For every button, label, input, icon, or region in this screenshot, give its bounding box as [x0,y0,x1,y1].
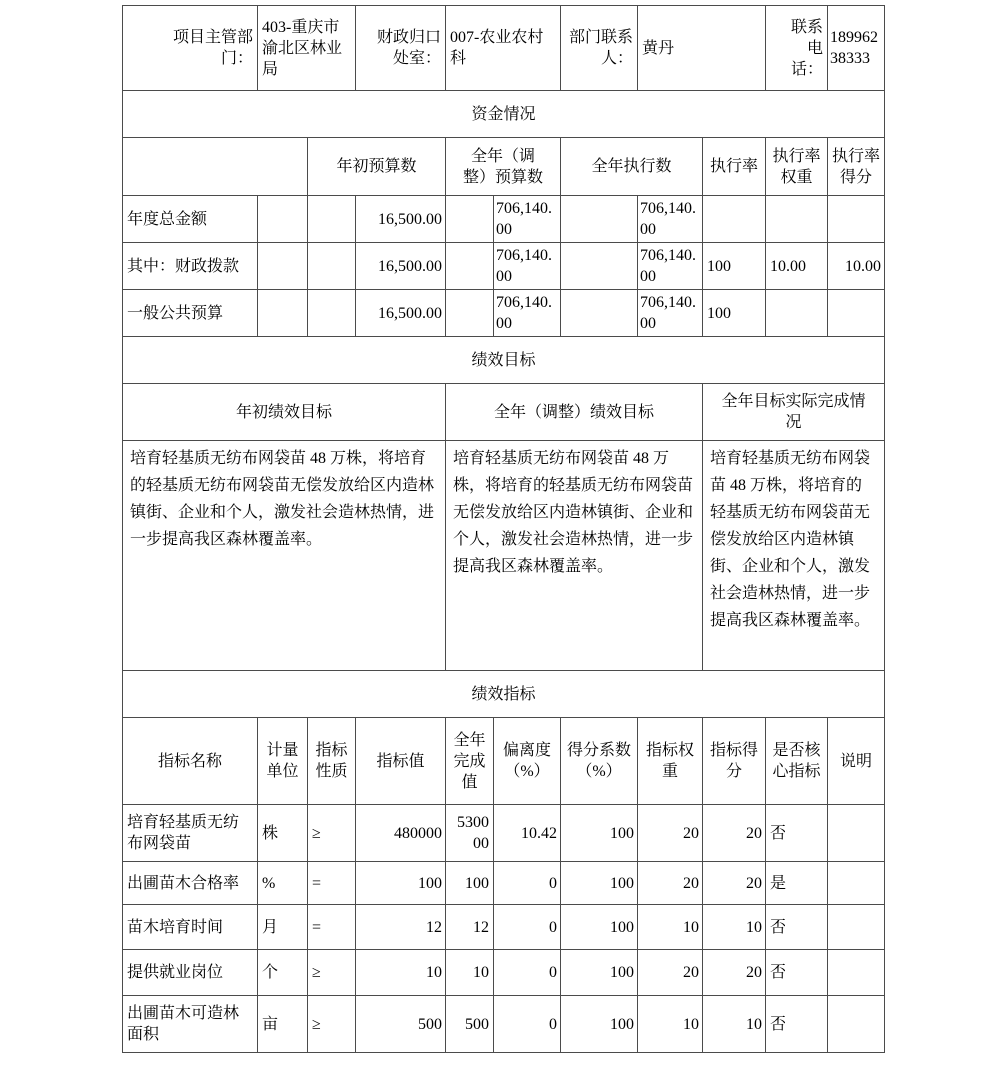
indicator-unit: 株 [258,805,308,862]
empty-cell [123,138,308,196]
funding-section-title: 资金情况 [123,91,885,138]
phone-label-cell [766,6,828,91]
indicator-note [828,905,885,950]
indicator-col-unit: 计量单位 [258,718,308,805]
dept-label: 项目主管部门： [173,29,254,67]
indicator-target: 500 [356,996,446,1053]
funding-row-label: 其中：财政拨款 [123,243,258,290]
funding-weight-value [766,290,828,337]
indicator-score: 20 [703,805,766,862]
funding-col-adjusted [446,138,561,196]
funding-col-rate: 执行率 [703,138,766,196]
funding-score-value: 10.00 [828,243,885,290]
dept-value: 403-重庆市渝北区林业局 [258,6,356,91]
indicator-target: 480000 [356,805,446,862]
indicator-weight: 10 [638,996,703,1053]
indicator-coefficient: 100 [561,805,638,862]
indicator-core: 是 [766,862,828,905]
funding-row-fiscal [123,243,885,290]
indicator-weight: 20 [638,950,703,996]
contact-label: 部门联系人： [569,29,634,67]
indicator-note [828,805,885,862]
funding-rate-value: 100 [703,243,766,290]
indicator-core: 否 [766,950,828,996]
indicator-name: 提供就业岗位 [123,950,258,996]
goals-initial-text: 培育轻基质无纺布网袋苗 48 万株，将培育的轻基质无纺布网袋苗无偿发放给区内造林镇街、企业和个人，激发社会造林热情，进一步提高我区森林覆盖率。 [123,441,446,671]
indicator-deviation: 0 [494,862,561,905]
indicator-target: 10 [356,950,446,996]
indicator-coefficient: 100 [561,950,638,996]
indicator-note [828,950,885,996]
empty-cell [561,196,638,243]
performance-report-table [122,5,885,1053]
empty-cell [308,290,356,337]
funding-score-value [828,196,885,243]
indicator-nature: ≥ [308,805,356,862]
indicators-section-title: 绩效指标 [123,671,885,718]
indicator-col-score: 指标得分 [703,718,766,805]
funding-initial-value: 16,500.00 [356,243,446,290]
indicator-name: 苗木培育时间 [123,905,258,950]
funding-adjusted-value: 706,140.00 [494,243,561,290]
indicator-col-target: 指标值 [356,718,446,805]
indicator-actual: 12 [446,905,494,950]
funding-row-total [123,196,885,243]
funding-adjusted-value: 706,140.00 [494,290,561,337]
goals-col-actual [703,384,885,441]
info-row [123,6,885,91]
indicator-nature: = [308,862,356,905]
indicator-weight: 20 [638,862,703,905]
goals-banner-row [123,337,885,384]
empty-cell [446,196,494,243]
indicator-col-name: 指标名称 [123,718,258,805]
empty-cell [258,243,308,290]
indicator-core: 否 [766,905,828,950]
office-label-cell [356,6,446,91]
empty-cell [446,290,494,337]
indicator-unit: % [258,862,308,905]
indicator-score: 20 [703,862,766,905]
funding-col-score: 执行率得分 [828,138,885,196]
indicator-deviation: 0 [494,905,561,950]
indicator-weight: 10 [638,905,703,950]
contact-label-cell [561,6,638,91]
indicator-coefficient: 100 [561,905,638,950]
indicator-col-note: 说明 [828,718,885,805]
funding-row-label: 年度总金额 [123,196,258,243]
indicator-col-nature: 指标性质 [308,718,356,805]
goals-actual-text: 培育轻基质无纺布网袋苗 48 万株，将培育的轻基质无纺布网袋苗无偿发放给区内造林镇街、企业和个人，激发社会造林热情，进一步提高我区森林覆盖率。 [703,441,885,671]
indicator-row [123,996,885,1053]
funding-weight-value [766,196,828,243]
indicator-deviation: 0 [494,996,561,1053]
goals-col-actual-text: 全年目标实际完成情况 [721,393,866,431]
funding-col-executed: 全年执行数 [561,138,703,196]
empty-cell [561,290,638,337]
indicator-score: 10 [703,905,766,950]
indicator-unit: 个 [258,950,308,996]
office-label: 财政归口处室： [377,29,442,67]
empty-cell [258,290,308,337]
funding-row-public-budget [123,290,885,337]
funding-weight-value: 10.00 [766,243,828,290]
empty-cell [446,243,494,290]
indicator-row [123,905,885,950]
indicator-col-actual: 全年完成值 [446,718,494,805]
phone-label: 联系电话： [791,18,824,78]
funding-col-initial: 年初预算数 [308,138,446,196]
indicator-col-weight: 指标权重 [638,718,703,805]
indicators-banner-row [123,671,885,718]
indicator-note [828,862,885,905]
goals-body-row [123,441,885,671]
goals-header-row [123,384,885,441]
phone-value: 18996238333 [828,6,885,91]
funding-banner-row [123,91,885,138]
office-value: 007-农业农村科 [446,6,561,91]
contact-value: 黄丹 [638,6,766,91]
empty-cell [258,196,308,243]
indicator-actual: 100 [446,862,494,905]
indicator-row [123,862,885,905]
dept-label-cell [123,6,258,91]
indicator-core: 否 [766,805,828,862]
funding-adjusted-value: 706,140.00 [494,196,561,243]
indicator-col-deviation: 偏离度（%） [494,718,561,805]
funding-rate-value: 100 [703,290,766,337]
indicator-name: 培育轻基质无纺布网袋苗 [123,805,258,862]
funding-rate-value [703,196,766,243]
empty-cell [561,243,638,290]
indicator-name: 出圃苗木合格率 [123,862,258,905]
indicator-name: 出圃苗木可造林面积 [123,996,258,1053]
indicator-coefficient: 100 [561,996,638,1053]
funding-initial-value: 16,500.00 [356,196,446,243]
indicator-nature: ≥ [308,996,356,1053]
funding-executed-value: 706,140.00 [638,243,703,290]
indicator-target: 12 [356,905,446,950]
funding-header-row [123,138,885,196]
indicator-target: 100 [356,862,446,905]
funding-executed-value: 706,140.00 [638,196,703,243]
empty-cell [308,196,356,243]
indicator-col-coefficient: 得分系数（%） [561,718,638,805]
indicator-core: 否 [766,996,828,1053]
indicator-row [123,950,885,996]
indicator-weight: 20 [638,805,703,862]
indicator-actual: 530000 [446,805,494,862]
indicator-unit: 月 [258,905,308,950]
indicator-unit: 亩 [258,996,308,1053]
funding-executed-value: 706,140.00 [638,290,703,337]
indicator-row [123,805,885,862]
indicator-deviation: 0 [494,950,561,996]
indicator-nature: ≥ [308,950,356,996]
funding-col-adjusted-text: 全年（调整）预算数 [463,147,544,186]
goals-col-adjusted: 全年（调整）绩效目标 [446,384,703,441]
goals-adjusted-text: 培育轻基质无纺布网袋苗 48 万株，将培育的轻基质无纺布网袋苗无偿发放给区内造林镇街、企业和个人，激发社会造林热情，进一步提高我区森林覆盖率。 [446,441,703,671]
indicator-score: 20 [703,950,766,996]
indicator-col-core: 是否核心指标 [766,718,828,805]
indicator-actual: 500 [446,996,494,1053]
goals-section-title: 绩效目标 [123,337,885,384]
indicator-deviation: 10.42 [494,805,561,862]
indicators-header-row [123,718,885,805]
indicator-score: 10 [703,996,766,1053]
indicator-nature: = [308,905,356,950]
funding-score-value [828,290,885,337]
funding-col-weight: 执行率权重 [766,138,828,196]
funding-initial-value: 16,500.00 [356,290,446,337]
empty-cell [308,243,356,290]
funding-row-label: 一般公共预算 [123,290,258,337]
indicator-note [828,996,885,1053]
indicator-actual: 10 [446,950,494,996]
indicator-coefficient: 100 [561,862,638,905]
goals-col-initial: 年初绩效目标 [123,384,446,441]
